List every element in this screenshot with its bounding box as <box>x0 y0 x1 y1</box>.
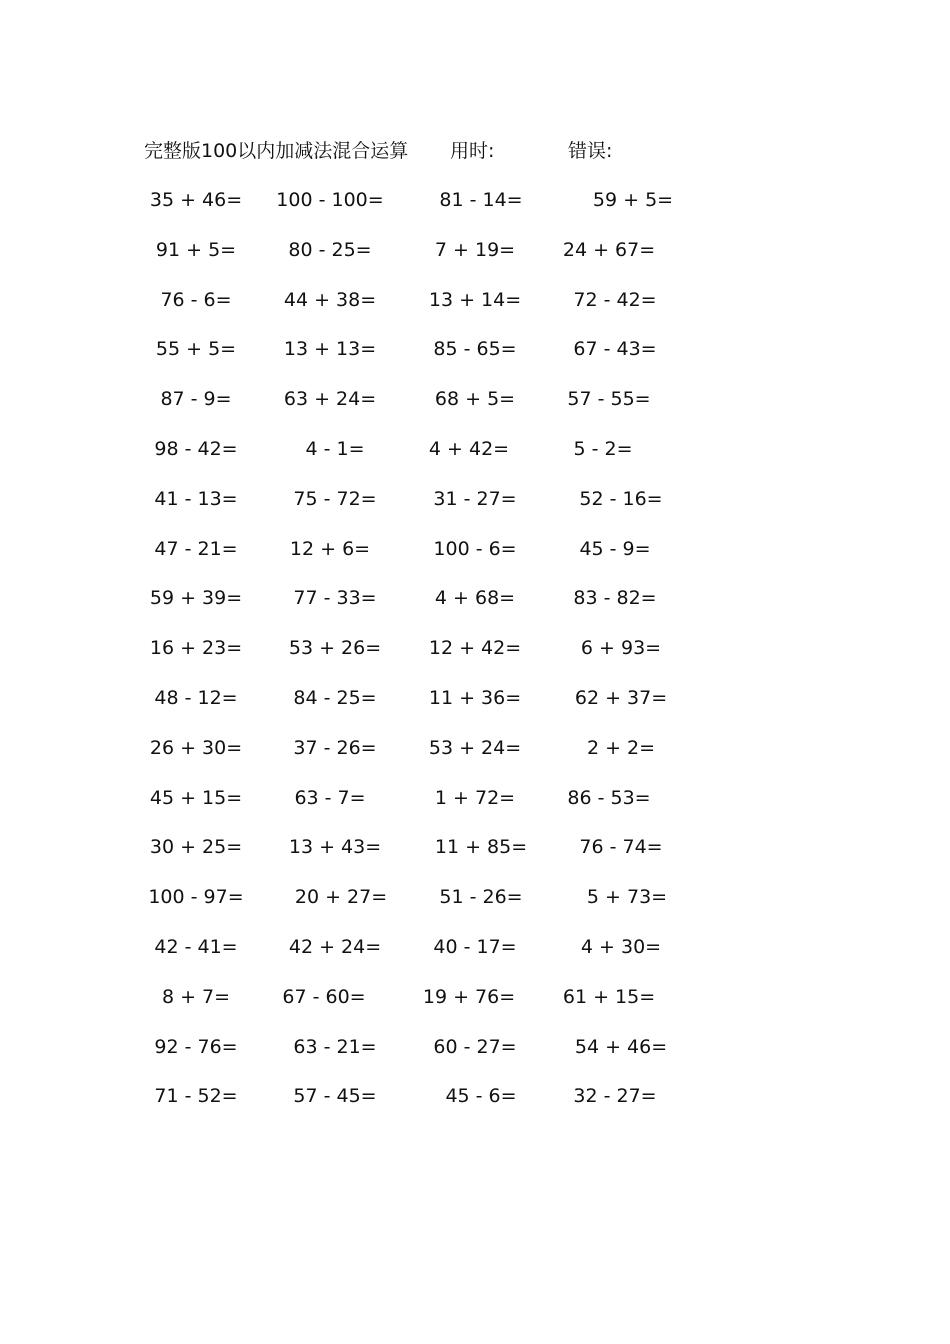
math-problem: 11 + 85= <box>434 836 528 859</box>
math-problem: 63 + 24= <box>283 388 377 411</box>
math-problem: 85 - 65= <box>433 338 517 361</box>
math-problem: 55 + 5= <box>155 338 237 361</box>
math-problem: 54 + 46= <box>574 1035 668 1058</box>
math-problem: 4 + 30= <box>580 935 662 958</box>
math-problem: 42 - 41= <box>154 935 238 958</box>
math-problem: 1 + 72= <box>434 786 516 809</box>
problem-row <box>140 230 710 280</box>
problem-row <box>140 778 710 828</box>
worksheet-title: 完整版100以内加减法混合运算 <box>144 140 409 162</box>
math-problem: 2 + 2= <box>586 736 656 759</box>
math-problem: 52 - 16= <box>579 487 663 510</box>
problem-row <box>140 977 710 1027</box>
math-problem: 4 - 1= <box>305 437 365 460</box>
time-label: 用时: <box>450 140 495 162</box>
math-problem: 71 - 52= <box>154 1085 238 1108</box>
math-problem: 13 + 14= <box>428 288 522 311</box>
math-problem: 59 + 5= <box>592 189 674 211</box>
problem-row <box>140 529 710 579</box>
math-problem: 45 + 15= <box>149 786 243 809</box>
problem-row <box>140 827 710 877</box>
math-problem: 5 + 73= <box>586 886 668 909</box>
math-problem: 68 + 5= <box>434 388 516 411</box>
math-problem: 42 + 24= <box>288 935 382 958</box>
math-problem: 4 + 68= <box>434 587 516 610</box>
math-problem: 76 - 74= <box>579 836 663 859</box>
math-problem: 80 - 25= <box>288 238 372 261</box>
problem-row <box>140 877 710 927</box>
math-problem: 57 - 45= <box>293 1085 377 1108</box>
math-problem: 13 + 43= <box>288 836 382 859</box>
math-problem: 32 - 27= <box>573 1085 657 1108</box>
math-problem: 67 - 60= <box>282 985 366 1008</box>
problem-row <box>140 628 710 678</box>
math-problem: 67 - 43= <box>573 338 657 361</box>
problem-row <box>140 728 710 778</box>
math-problem: 12 + 42= <box>428 637 522 660</box>
math-problem: 4 + 42= <box>428 437 510 460</box>
math-problem: 57 - 55= <box>567 388 651 411</box>
math-problem: 35 + 46= <box>149 189 243 211</box>
math-problem: 37 - 26= <box>293 736 377 759</box>
math-problem: 61 + 15= <box>562 985 656 1008</box>
math-problem: 41 - 13= <box>154 487 238 510</box>
worksheet-header <box>144 136 764 166</box>
problem-grid <box>140 180 710 1126</box>
problem-row <box>140 479 710 529</box>
math-problem: 40 - 17= <box>433 935 517 958</box>
problem-row <box>140 180 710 230</box>
math-problem: 30 + 25= <box>149 836 243 859</box>
math-problem: 100 - 100= <box>276 189 384 211</box>
problem-row <box>140 927 710 977</box>
math-problem: 31 - 27= <box>433 487 517 510</box>
problem-row <box>140 429 710 479</box>
math-problem: 11 + 36= <box>428 686 522 709</box>
math-problem: 48 - 12= <box>154 686 238 709</box>
math-problem: 98 - 42= <box>154 437 238 460</box>
math-problem: 20 + 27= <box>294 886 388 909</box>
math-problem: 51 - 26= <box>439 886 523 909</box>
math-problem: 44 + 38= <box>283 288 377 311</box>
math-problem: 16 + 23= <box>149 637 243 660</box>
problem-row <box>140 678 710 728</box>
math-problem: 47 - 21= <box>154 537 238 560</box>
math-problem: 63 - 21= <box>293 1035 377 1058</box>
math-problem: 72 - 42= <box>573 288 657 311</box>
math-problem: 6 + 93= <box>580 637 662 660</box>
math-problem: 86 - 53= <box>567 786 651 809</box>
math-problem: 13 + 13= <box>283 338 377 361</box>
math-problem: 26 + 30= <box>149 736 243 759</box>
math-problem: 24 + 67= <box>562 238 656 261</box>
math-problem: 87 - 9= <box>160 388 232 411</box>
math-problem: 76 - 6= <box>160 288 232 311</box>
math-problem: 8 + 7= <box>161 985 231 1008</box>
problem-row <box>140 1027 710 1077</box>
problem-row <box>140 379 710 429</box>
problem-row <box>140 578 710 628</box>
math-problem: 100 - 97= <box>148 886 244 909</box>
math-problem: 53 + 24= <box>428 736 522 759</box>
math-problem: 12 + 6= <box>289 537 371 560</box>
problem-row <box>140 329 710 379</box>
math-problem: 100 - 6= <box>433 537 517 560</box>
math-problem: 92 - 76= <box>154 1035 238 1058</box>
math-problem: 45 - 9= <box>579 537 651 560</box>
math-problem: 60 - 27= <box>433 1035 517 1058</box>
math-problem: 62 + 37= <box>574 686 668 709</box>
math-problem: 7 + 19= <box>434 238 516 261</box>
math-problem: 77 - 33= <box>293 587 377 610</box>
math-problem: 45 - 6= <box>445 1085 517 1108</box>
math-problem: 91 + 5= <box>155 238 237 261</box>
math-problem: 83 - 82= <box>573 587 657 610</box>
math-problem: 81 - 14= <box>439 189 523 211</box>
error-label: 错误: <box>568 140 613 162</box>
math-problem: 63 - 7= <box>294 786 366 809</box>
math-problem: 75 - 72= <box>293 487 377 510</box>
math-problem: 84 - 25= <box>293 686 377 709</box>
problem-row <box>140 280 710 330</box>
math-problem: 19 + 76= <box>422 985 516 1008</box>
math-problem: 5 - 2= <box>573 437 633 460</box>
problem-row <box>140 1076 710 1126</box>
math-problem: 53 + 26= <box>288 637 382 660</box>
math-problem: 59 + 39= <box>149 587 243 610</box>
